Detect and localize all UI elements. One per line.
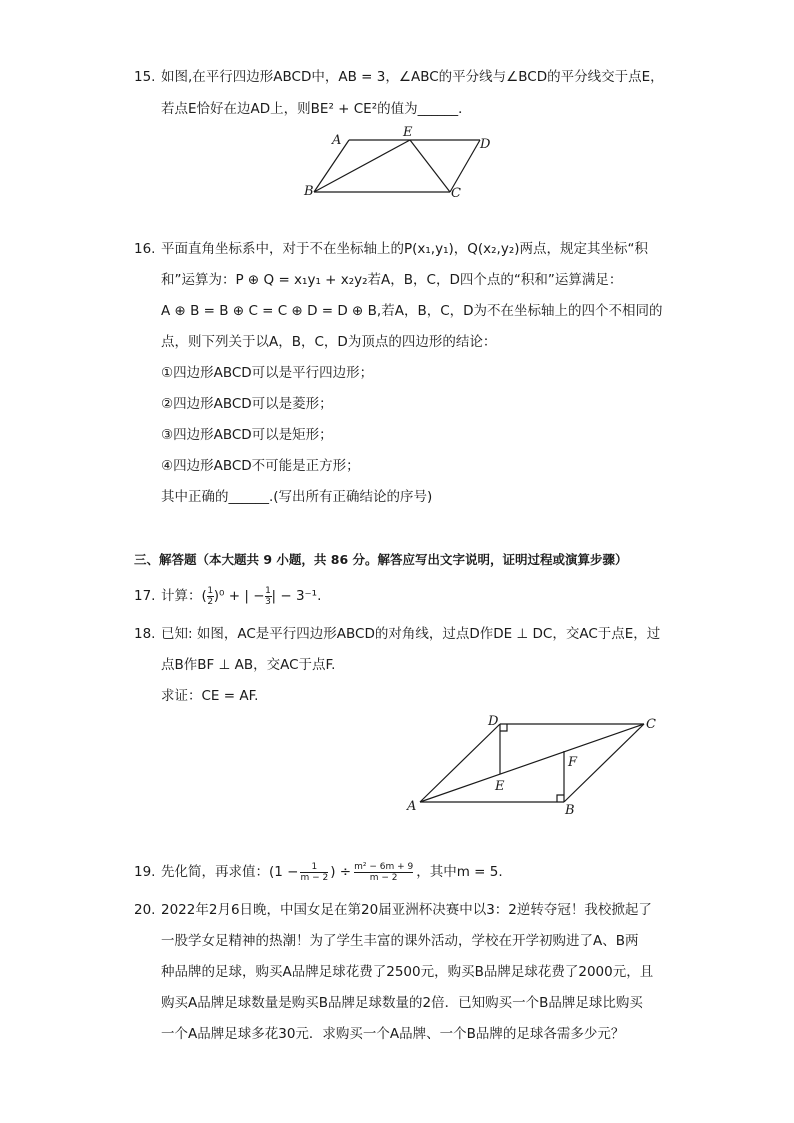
- q19-frac2-denominator: m − 2: [369, 872, 398, 883]
- q18-figure: [400, 710, 680, 820]
- q15-number: 15.: [134, 69, 156, 85]
- q17-expression: [161, 580, 321, 612]
- q19-suffix: ，其中m = 5.: [416, 864, 503, 880]
- q18-label-d: D: [488, 714, 499, 729]
- q19-frac1-denominator: m − 2: [300, 872, 329, 883]
- q17-third-denominator: 3: [265, 596, 271, 607]
- q18-label-b: B: [565, 803, 575, 818]
- q20-line-2: 一股学女足精神的热潮！为了学生丰富的课外活动，学校在开学初购进了A、B两: [161, 933, 639, 949]
- q18-label-e: E: [495, 779, 505, 794]
- q18-line-1: 已知: 如图，AC是平行四边形ABCD的对角线，过点D作DE ⊥ DC，交AC于点E，过: [161, 626, 661, 642]
- q19-mid: ) ÷: [330, 864, 352, 880]
- q20-line-3: 种品牌的足球，购买A品牌足球花费了2500元，购买B品牌足球花费了2000元，且: [161, 964, 654, 980]
- q16-line-4: 点，则下列关于以A，B，C，D为顶点的四边形的结论：: [161, 334, 497, 350]
- q15-figure: [290, 122, 530, 202]
- q20-line-1: 2022年2月6日晚，中国女足在第20届亚洲杯决赛中以3：2逆转夺冠！我校掀起了: [161, 902, 652, 918]
- q15-line-1: 如图,在平行四边形ABCD中，AB = 3，∠ABC的平分线与∠BCD的平分线交于点E，: [161, 69, 664, 85]
- q16-line-1: 平面直角坐标系中，对于不在坐标轴上的P(x₁,y₁)，Q(x₂,y₂)两点，规定其坐标“积: [161, 241, 649, 257]
- q16-number: 16.: [134, 241, 156, 257]
- q15-label-a: A: [332, 133, 342, 148]
- q19-number: 19.: [134, 864, 156, 880]
- q18-line-3: 求证：CE = AF.: [161, 688, 259, 704]
- q17-half-denominator: 2: [207, 596, 214, 607]
- q18-label-f: F: [568, 755, 578, 770]
- q19-expression: [161, 856, 503, 888]
- q20-line-5: 一个A品牌足球多花30元．求购买一个A品牌、一个B品牌的足球各需多少元？: [161, 1026, 625, 1042]
- q16-option-4: ④四边形ABCD不可能是正方形；: [161, 458, 360, 474]
- q16-option-3: ③四边形ABCD可以是矩形；: [161, 427, 333, 443]
- q15-label-b: B: [304, 184, 314, 199]
- q20-line-4: 购买A品牌足球数量是购买B品牌足球数量的2倍．已知购买一个B品牌足球比购买: [161, 995, 643, 1011]
- q15-label-c: C: [451, 186, 461, 201]
- q16-option-2: ②四边形ABCD可以是菱形；: [161, 396, 333, 412]
- q18-label-a: A: [407, 799, 417, 814]
- q15-label-e: E: [403, 125, 413, 140]
- q17-number: 17.: [134, 588, 156, 604]
- q17-suffix: | − 3⁻¹.: [271, 588, 322, 604]
- q17-third-numerator: 1: [265, 585, 271, 596]
- q16-tail: 其中正确的______.(写出所有正确结论的序号): [161, 489, 433, 505]
- q17-half-numerator: 1: [207, 585, 214, 596]
- q16-option-1: ①四边形ABCD可以是平行四边形；: [161, 365, 374, 381]
- q18-label-c: C: [646, 717, 656, 732]
- q20-number: 20.: [134, 902, 156, 918]
- q17-prefix: 计算：(: [161, 588, 207, 604]
- q16-line-2: 和”运算为：P ⊕ Q = x₁y₁ + x₂y₂若A，B，C，D四个点的“积和”运算满足：: [161, 272, 623, 288]
- q19-frac1-numerator: 1: [311, 861, 318, 872]
- q19-frac2-numerator: m² − 6m + 9: [354, 861, 414, 872]
- section-3-title: 三、解答题（本大题共 9 小题，共 86 分。解答应写出文字说明，证明过程或演算步骤）: [134, 552, 628, 567]
- q19-prefix: 先化简，再求值：(1 −: [161, 864, 299, 880]
- q17-mid: )⁰ + | −: [213, 588, 265, 604]
- q18-number: 18.: [134, 626, 156, 642]
- q15-line-2: 若点E恰好在边AD上，则BE² + CE²的值为______．: [161, 101, 472, 117]
- q16-line-3: A ⊕ B = B ⊕ C = C ⊕ D = D ⊕ B,若A，B，C，D为不在坐标轴上的四个不相同的: [161, 303, 663, 319]
- q18-line-2: 点B作BF ⊥ AB，交AC于点F.: [161, 657, 336, 673]
- q15-label-d: D: [480, 137, 491, 152]
